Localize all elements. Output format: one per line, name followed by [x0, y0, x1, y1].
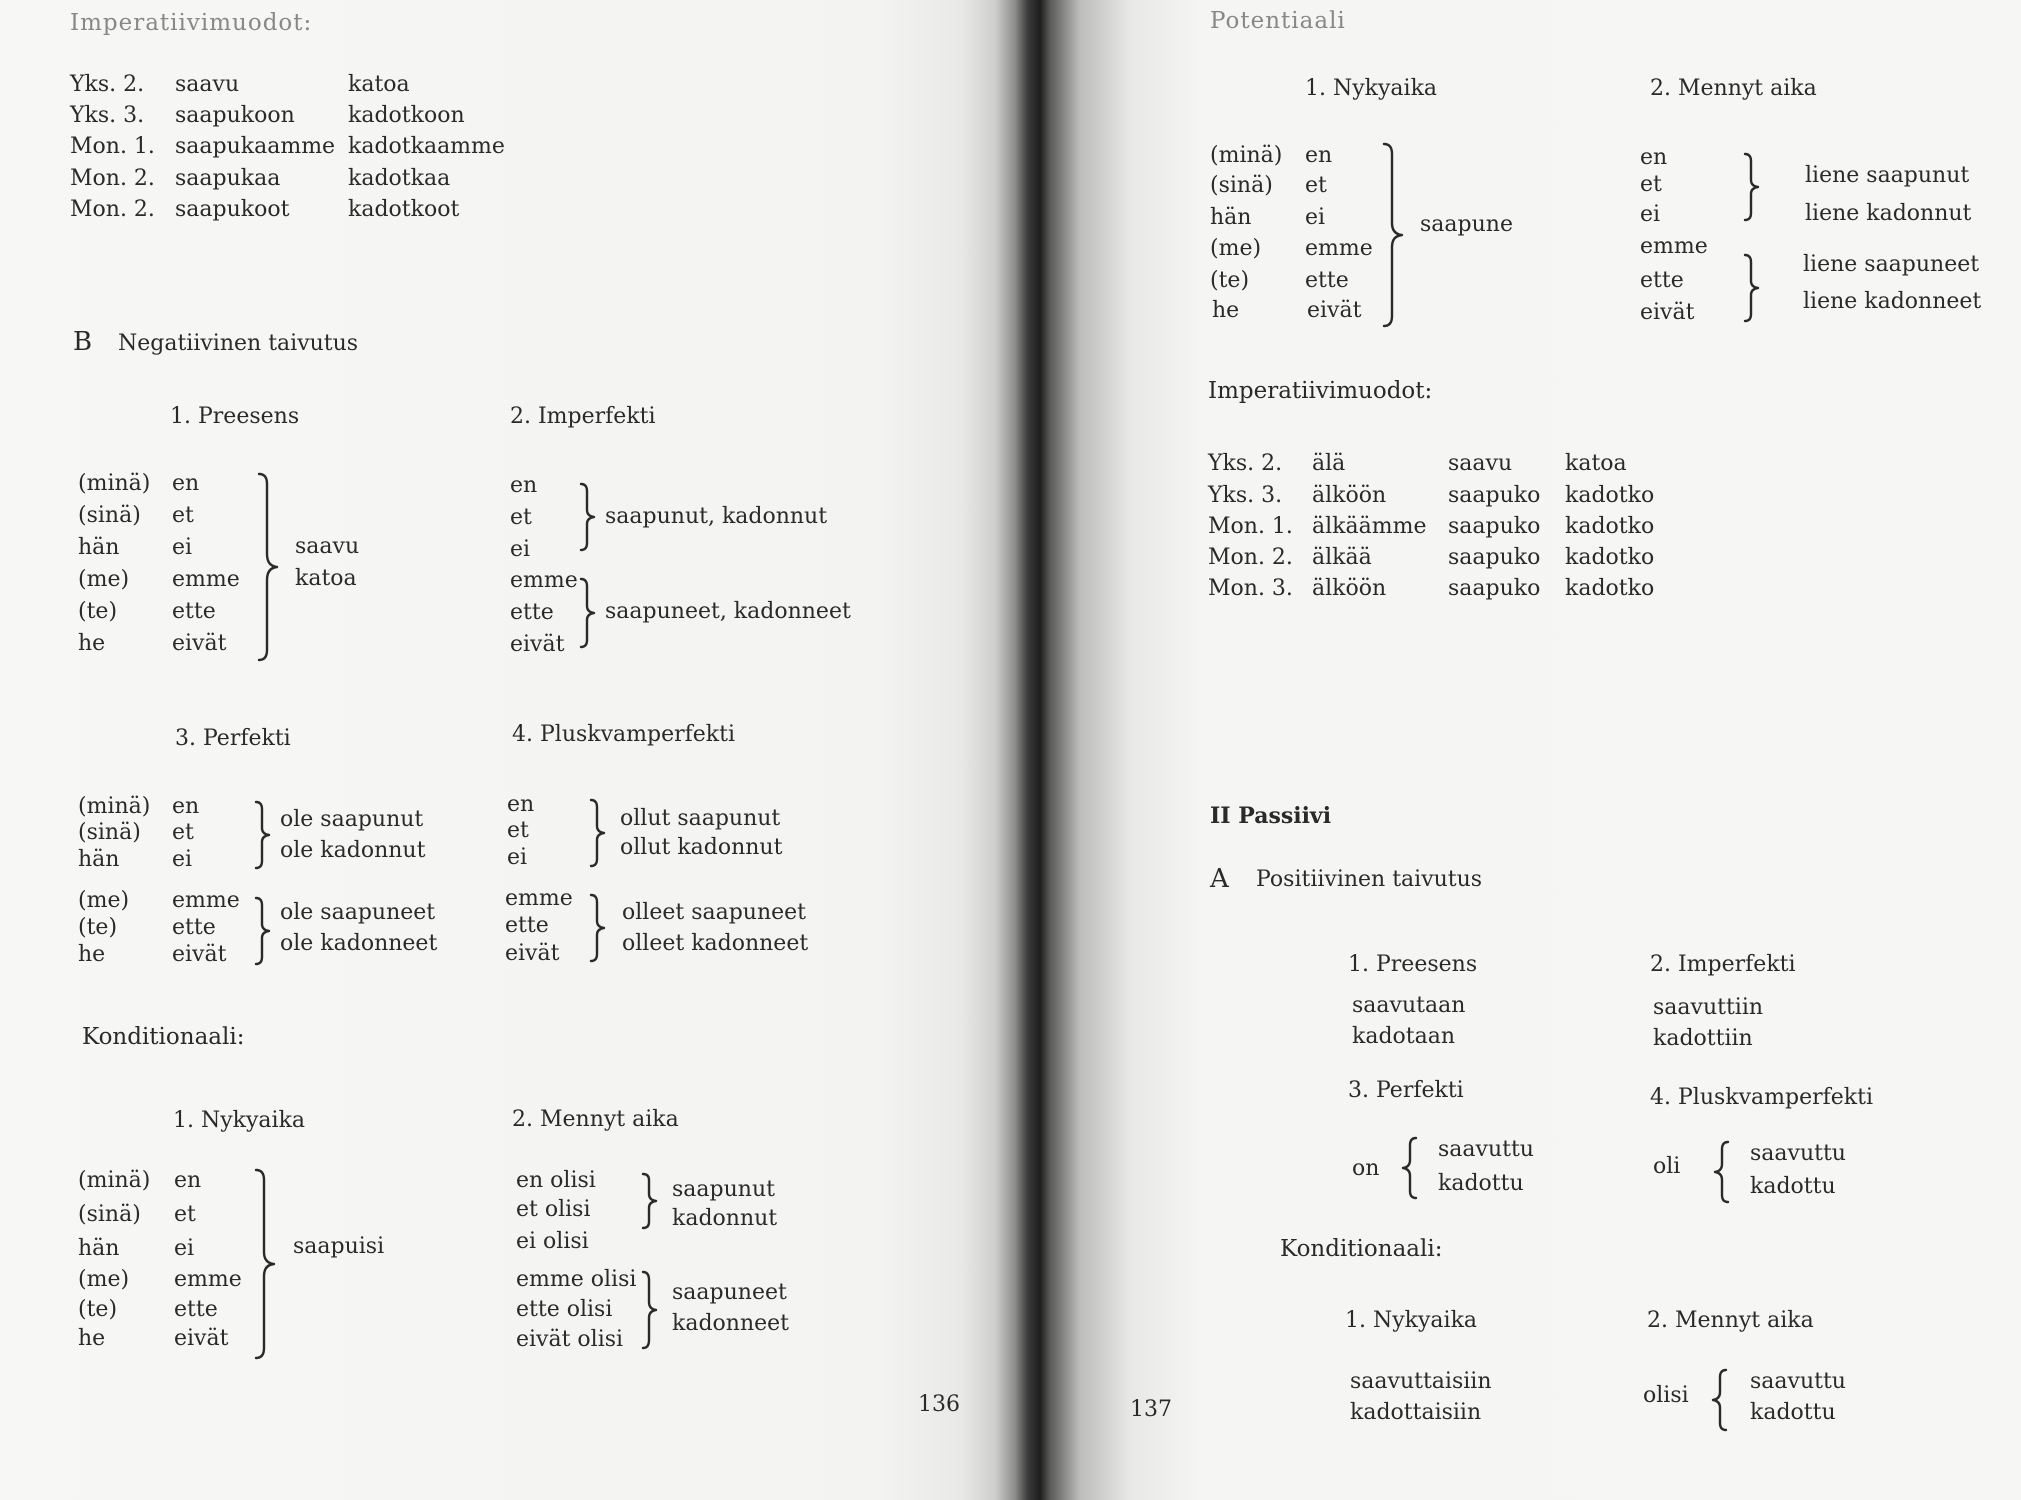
- subheading: 2. Mennyt aika: [512, 1107, 679, 1132]
- pronoun: hän: [78, 1236, 120, 1261]
- section-title: Negatiivinen taivutus: [118, 331, 359, 356]
- verb-form: kadonneet: [672, 1311, 789, 1336]
- negation-verb: ei: [172, 535, 193, 560]
- negation-verb: ette: [1640, 268, 1684, 293]
- right-brace-icon: [253, 896, 275, 966]
- negation-verb: et: [510, 505, 532, 530]
- negation-verb: eivät olisi: [516, 1327, 624, 1352]
- verb-form: kadottiin: [1653, 1026, 1753, 1051]
- table-row-person: Mon. 3.: [1208, 576, 1293, 601]
- negation-verb: en: [1305, 143, 1333, 168]
- negation-verb: ette: [174, 1297, 218, 1322]
- verb-form: saavu: [295, 534, 360, 559]
- subheading: 1. Nykyaika: [1305, 76, 1438, 101]
- conditional-heading: Konditionaali:: [1280, 1236, 1443, 1262]
- section-letter: A: [1210, 864, 1229, 894]
- negation-verb: et: [1640, 172, 1662, 197]
- negation-verb: en: [172, 794, 200, 819]
- right-brace-icon: [1742, 152, 1764, 222]
- table-cell: katoa: [1565, 451, 1627, 476]
- conditional-heading: Konditionaali:: [82, 1024, 245, 1050]
- negation-verb: en: [507, 792, 535, 817]
- table-cell: saapukaa: [175, 166, 281, 191]
- verb-form: kadotaan: [1352, 1024, 1456, 1049]
- pronoun: (me): [1210, 236, 1262, 261]
- page-number: 137: [1130, 1397, 1172, 1422]
- verb-form: ole saapunut: [280, 807, 424, 832]
- right-brace-icon: [578, 482, 600, 552]
- negation-verb: et: [174, 1202, 196, 1227]
- negation-verb: en: [1640, 145, 1668, 170]
- pronoun: (sinä): [78, 1202, 141, 1227]
- pronoun: (minä): [78, 794, 151, 819]
- verb-form: saapuneet: [672, 1280, 787, 1305]
- table-row-person: Mon. 2.: [1208, 545, 1293, 570]
- pronoun: hän: [78, 847, 120, 872]
- negation-verb: emme: [505, 886, 573, 911]
- table-cell: älköön: [1312, 576, 1387, 601]
- subheading: 2. Mennyt aika: [1650, 76, 1817, 101]
- pronoun: (te): [78, 599, 118, 624]
- negation-verb: ette: [505, 913, 549, 938]
- auxiliary-verb: on: [1352, 1156, 1380, 1181]
- subheading: 2. Imperfekti: [1650, 952, 1796, 977]
- pronoun: (minä): [1210, 143, 1283, 168]
- negation-verb: emme olisi: [516, 1267, 637, 1292]
- verb-form: kadottaisiin: [1350, 1400, 1482, 1425]
- negation-verb: en: [172, 471, 200, 496]
- subheading: 1. Nykyaika: [173, 1108, 306, 1133]
- right-brace-icon: [588, 893, 610, 963]
- pronoun: hän: [1210, 205, 1252, 230]
- right-brace-icon: [578, 577, 600, 649]
- verb-form: saapuneet, kadonneet: [605, 599, 851, 624]
- negation-verb: en: [174, 1168, 202, 1193]
- negation-verb: emme: [174, 1267, 242, 1292]
- subheading: 1. Nykyaika: [1345, 1308, 1478, 1333]
- verb-form: saavutaan: [1352, 993, 1466, 1018]
- pronoun: (sinä): [1210, 173, 1273, 198]
- table-cell: kadotko: [1565, 576, 1655, 601]
- negation-verb: et: [1305, 173, 1327, 198]
- negation-verb: et: [172, 820, 194, 845]
- right-brace-icon: [588, 798, 610, 868]
- verb-form: ollut saapunut: [620, 806, 781, 831]
- negation-verb: ei: [1305, 205, 1326, 230]
- negation-verb: ette: [172, 599, 216, 624]
- negation-verb: ei: [1640, 202, 1661, 227]
- imperative-heading: Imperatiivimuodot:: [70, 10, 313, 36]
- negation-verb: en: [510, 473, 538, 498]
- subheading: 1. Preesens: [1348, 952, 1478, 977]
- negation-verb: eivät: [1640, 300, 1695, 325]
- pronoun: he: [78, 631, 106, 656]
- verb-form: liene kadonneet: [1803, 289, 1982, 314]
- pronoun: (te): [78, 1297, 118, 1322]
- table-cell: saapuko: [1448, 514, 1541, 539]
- subheading: 3. Perfekti: [175, 726, 291, 751]
- verb-form: olleet kadonneet: [622, 931, 809, 956]
- negation-verb: et: [507, 818, 529, 843]
- negation-verb: ei: [172, 847, 193, 872]
- table-cell: älä: [1312, 451, 1346, 476]
- table-cell: saapukoon: [175, 103, 295, 128]
- negation-verb: eivät: [172, 631, 227, 656]
- verb-form: saavuttaisiin: [1350, 1369, 1492, 1394]
- verb-form: kadonnut: [672, 1206, 778, 1231]
- verb-form: ole kadonneet: [280, 931, 438, 956]
- table-row-person: Yks. 3.: [70, 103, 145, 128]
- auxiliary-verb: olisi: [1643, 1383, 1689, 1408]
- negation-verb: ei olisi: [516, 1229, 589, 1254]
- verb-form: liene saapuneet: [1803, 252, 1980, 277]
- negation-verb: ette: [172, 915, 216, 940]
- table-cell: älköön: [1312, 483, 1387, 508]
- verb-form: saavuttu: [1750, 1369, 1846, 1394]
- left-brace-icon: [1400, 1136, 1420, 1200]
- table-cell: älkää: [1312, 545, 1372, 570]
- page-number: 136: [918, 1392, 960, 1417]
- verb-form: liene kadonnut: [1805, 201, 1972, 226]
- subheading: 3. Perfekti: [1348, 1078, 1464, 1103]
- pronoun: he: [78, 1326, 106, 1351]
- negation-verb: ette: [510, 600, 554, 625]
- pronoun: (me): [78, 888, 130, 913]
- negation-verb: ei: [174, 1236, 195, 1261]
- pronoun: (sinä): [78, 503, 141, 528]
- negation-verb: emme: [510, 568, 578, 593]
- section-letter: B: [73, 327, 93, 357]
- table-cell: katoa: [348, 72, 410, 97]
- pronoun: (sinä): [78, 820, 141, 845]
- table-cell: saapuko: [1448, 545, 1541, 570]
- table-cell: kadotkaa: [348, 166, 451, 191]
- pronoun: hän: [78, 535, 120, 560]
- section-title: Positiivinen taivutus: [1256, 867, 1483, 892]
- table-cell: kadotko: [1565, 545, 1655, 570]
- imperative-heading: Imperatiivimuodot:: [1208, 378, 1433, 404]
- verb-form: saapune: [1420, 212, 1513, 237]
- negation-verb: emme: [172, 567, 240, 592]
- table-cell: älkäämme: [1312, 514, 1427, 539]
- pronoun: (te): [1210, 268, 1250, 293]
- table-row-person: Yks. 3.: [1208, 483, 1283, 508]
- negation-verb: ei: [507, 845, 528, 870]
- negation-verb: eivät: [1307, 298, 1362, 323]
- negation-verb: eivät: [174, 1326, 229, 1351]
- table-cell: saavu: [175, 72, 240, 97]
- verb-form: ole saapuneet: [280, 900, 436, 925]
- table-cell: kadotkaamme: [348, 134, 505, 159]
- table-cell: saapukaamme: [175, 134, 336, 159]
- negation-verb: emme: [1305, 236, 1373, 261]
- left-brace-icon: [1710, 1368, 1730, 1432]
- section-heading: II Passiivi: [1210, 803, 1332, 829]
- right-brace-icon: [252, 1168, 282, 1360]
- verb-form: ollut kadonnut: [620, 835, 783, 860]
- subheading: 4. Pluskvamperfekti: [1650, 1085, 1874, 1110]
- table-row-person: Mon. 2.: [70, 197, 155, 222]
- verb-form: kadottu: [1750, 1174, 1836, 1199]
- verb-form: saavuttiin: [1653, 995, 1764, 1020]
- subheading: 2. Mennyt aika: [1647, 1308, 1814, 1333]
- table-row-person: Mon. 1.: [1208, 514, 1293, 539]
- verb-form: olleet saapuneet: [622, 900, 807, 925]
- negation-verb: et: [172, 503, 194, 528]
- subheading: 4. Pluskvamperfekti: [512, 722, 736, 747]
- table-cell: saapuko: [1448, 576, 1541, 601]
- verb-form: saapunut, kadonnut: [605, 504, 828, 529]
- table-row-person: Yks. 2.: [70, 72, 145, 97]
- negation-verb: eivät: [510, 632, 565, 657]
- verb-form: katoa: [295, 566, 357, 591]
- negation-verb: en olisi: [516, 1168, 596, 1193]
- right-brace-icon: [1380, 142, 1410, 328]
- table-cell: kadotko: [1565, 514, 1655, 539]
- right-brace-icon: [255, 472, 285, 662]
- verb-form: saavuttu: [1438, 1137, 1534, 1162]
- table-cell: kadotkoot: [348, 197, 460, 222]
- right-brace-icon: [640, 1270, 662, 1350]
- pronoun: (me): [78, 567, 130, 592]
- negation-verb: emme: [1640, 234, 1708, 259]
- table-cell: kadotkoon: [348, 103, 465, 128]
- pronoun: (minä): [78, 471, 151, 496]
- verb-form: kadottu: [1438, 1171, 1524, 1196]
- pronoun: he: [1212, 298, 1240, 323]
- right-brace-icon: [640, 1172, 662, 1230]
- table-cell: kadotko: [1565, 483, 1655, 508]
- negation-verb: eivät: [505, 941, 560, 966]
- negation-verb: et olisi: [516, 1197, 591, 1222]
- pronoun: (me): [78, 1267, 130, 1292]
- pronoun: (te): [78, 915, 118, 940]
- negation-verb: ei: [510, 537, 531, 562]
- verb-form: saapuisi: [293, 1234, 385, 1259]
- table-cell: saapukoot: [175, 197, 290, 222]
- verb-form: saapunut: [672, 1177, 775, 1202]
- table-row-person: Yks. 2.: [1208, 451, 1283, 476]
- table-cell: saapuko: [1448, 483, 1541, 508]
- table-row-person: Mon. 1.: [70, 134, 155, 159]
- table-row-person: Mon. 2.: [70, 166, 155, 191]
- pronoun: he: [78, 942, 106, 967]
- negation-verb: ette: [1305, 268, 1349, 293]
- verb-form: ole kadonnut: [280, 838, 426, 863]
- subheading: 2. Imperfekti: [510, 404, 656, 429]
- verb-form: saavuttu: [1750, 1141, 1846, 1166]
- verb-form: liene saapunut: [1805, 163, 1970, 188]
- potential-heading: Potentiaali: [1210, 8, 1346, 34]
- pronoun: (minä): [78, 1168, 151, 1193]
- subheading: 1. Preesens: [170, 404, 300, 429]
- negation-verb: eivät: [172, 942, 227, 967]
- verb-form: kadottu: [1750, 1400, 1836, 1425]
- right-brace-icon: [253, 800, 275, 870]
- negation-verb: ette olisi: [516, 1297, 613, 1322]
- table-cell: saavu: [1448, 451, 1513, 476]
- auxiliary-verb: oli: [1653, 1154, 1681, 1179]
- negation-verb: emme: [172, 888, 240, 913]
- right-brace-icon: [1742, 253, 1764, 323]
